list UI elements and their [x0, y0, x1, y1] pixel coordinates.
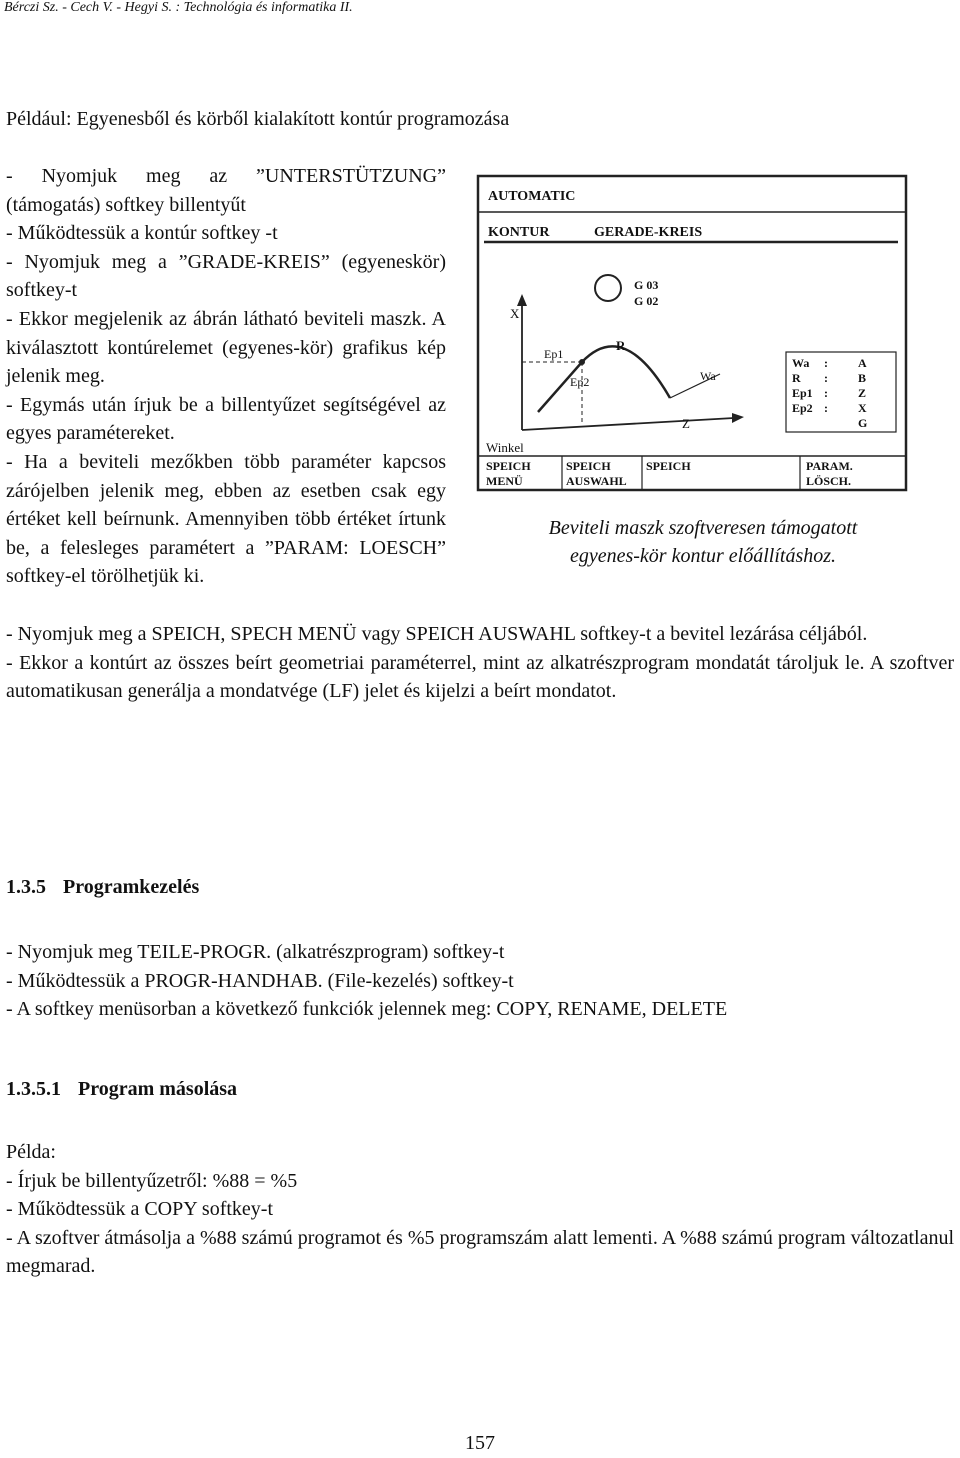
- tab-kontur: KONTUR: [488, 225, 550, 240]
- screen-drawing: [474, 172, 922, 500]
- paragraph: - Nyomjuk meg a ”GRADE-KREIS” (egyeneskör) softkey-t: [6, 250, 446, 302]
- svg-text:MENÜ: MENÜ: [486, 474, 523, 488]
- caption-line: egyenes-kör kontur előállításhoz.: [569, 545, 837, 567]
- softkey-param-losch: [806, 459, 853, 488]
- svg-text:LÖSCH.: LÖSCH.: [806, 474, 852, 488]
- intro-heading: Például: Egyenesből és körből kialakított kontúr programozása: [6, 108, 510, 130]
- z-axis-arrow-icon: [732, 413, 744, 423]
- screen-title: AUTOMATIC: [488, 189, 576, 204]
- x-axis-arrow-icon: [517, 294, 527, 306]
- param-row: [792, 356, 867, 370]
- label-ep1: Ep1: [544, 347, 564, 361]
- svg-text:B: B: [858, 371, 867, 385]
- start-point: [579, 359, 585, 365]
- legend-g02: G 02: [634, 294, 659, 308]
- z-axis-line: [522, 418, 734, 430]
- softkey-speich-auswahl: [566, 459, 627, 488]
- circle-icon: [595, 275, 621, 301]
- paragraph: - Működtessük a PROGR-HANDHAB. (File-kezelés) softkey-t: [6, 969, 514, 992]
- winkel-label: Winkel: [486, 440, 524, 455]
- caption-line: Beviteli maszk szoftveresen támogatott: [548, 517, 858, 539]
- section-number: 1.3.5.1: [6, 1078, 61, 1100]
- input-mask-figure: [474, 172, 922, 500]
- section-title: Programkezelés: [63, 876, 200, 898]
- paragraph: - Írjuk be billentyűzetről: %88 = %5: [6, 1169, 298, 1192]
- paragraph: - Ekkor megjelenik az ábrán látható beviteli maszk. A kiválasztott kontúrelemet (egyenes-kör) grafikus kép jelenik meg.: [6, 307, 446, 388]
- svg-text::: :: [824, 371, 828, 385]
- paragraph: - Működtessük a COPY softkey-t: [6, 1198, 274, 1221]
- softkey-speich-menu: [486, 459, 531, 488]
- paragraph: - Nyomjuk meg az ”UNTERSTÜTZUNG” (támogatás) softkey billentyűt: [6, 165, 446, 216]
- softkey-speich: [646, 459, 691, 473]
- axis-z-label: Z: [682, 416, 690, 431]
- page-number: 157: [465, 1432, 495, 1454]
- section-heading-1-3-5-1: [6, 1078, 237, 1101]
- figure-caption: [488, 514, 918, 570]
- svg-text:G: G: [858, 416, 868, 430]
- section-heading-1-3-5: [6, 876, 199, 899]
- label-r: R: [616, 338, 626, 353]
- param-row: [792, 401, 867, 415]
- paragraph: - Egymás után írjuk be a billentyűzet segítségével az egyes paramétereket.: [6, 393, 446, 445]
- paragraph: - A szoftver átmásolja a %88 számú programot és %5 programszám alatt lementi. A %88 számú program változatlanul megmarad.: [6, 1226, 954, 1278]
- svg-text:Z: Z: [858, 386, 867, 400]
- label-ep2: Ep2: [570, 375, 590, 389]
- running-header: Bérczi Sz. - Cech V. - Hegyi S. : Technológia és informatika II.: [4, 0, 353, 15]
- paragraph: - Ekkor a kontúrt az összes beírt geometriai paraméterrel, mint az alkatrészprogram mondatát tároljuk le. A szoftver automatikusan generálja a mondatvége (LF) jelet és kijelzi a beírt mondatot.: [6, 651, 954, 703]
- svg-text:A: A: [858, 356, 867, 370]
- paragraph: - Működtessük a kontúr softkey -t: [6, 222, 278, 245]
- svg-text:Ep1: Ep1: [792, 386, 813, 400]
- section-title: Program másolása: [78, 1078, 238, 1100]
- svg-text:AUSWAHL: AUSWAHL: [566, 474, 627, 488]
- param-row: [792, 371, 866, 385]
- svg-text:R: R: [792, 371, 801, 385]
- tab-gerade-kreis: GERADE-KREIS: [594, 225, 703, 240]
- paragraph: - A softkey menüsorban a következő funkciók jelennek meg: COPY, RENAME, DELETE: [6, 998, 728, 1021]
- left-column-text: [6, 162, 446, 591]
- svg-text:PARAM.: PARAM.: [806, 459, 853, 473]
- full-width-text: [6, 620, 954, 706]
- svg-text:SPEICH: SPEICH: [646, 459, 691, 473]
- label-wa: Wa: [700, 369, 716, 383]
- axis-x-label: X: [510, 306, 520, 321]
- paragraph: - Ha a beviteli mezőkben több paraméter kapcsos zárójelben jelenik meg, ebben az esetben csak egy értéket kell beírnunk. Amennyiben több értéket írtunk be, a felesleges paramétert a ”PARAM: LOESCH” softkey-el törölhetjük ki.: [6, 450, 446, 588]
- param-row: [858, 416, 867, 430]
- svg-text:Ep2: Ep2: [792, 401, 813, 415]
- param-row: [792, 386, 866, 400]
- section-1-3-5-1-text: [6, 1138, 954, 1281]
- screen-frame: [478, 176, 906, 490]
- section-1-3-5-text: [6, 938, 954, 1024]
- paragraph: - Nyomjuk meg TEILE-PROGR. (alkatrészprogram) softkey-t: [6, 941, 505, 963]
- svg-text:SPEICH: SPEICH: [566, 459, 611, 473]
- paragraph: - Nyomjuk meg a SPEICH, SPECH MENÜ vagy SPEICH AUSWAHL softkey-t a bevitel lezárása céljából.: [6, 623, 868, 645]
- svg-text::: :: [824, 356, 828, 370]
- section-number: 1.3.5: [6, 876, 46, 898]
- svg-text::: :: [824, 386, 828, 400]
- svg-text:X: X: [858, 401, 867, 415]
- svg-text:SPEICH: SPEICH: [486, 459, 531, 473]
- svg-text::: :: [824, 401, 828, 415]
- paragraph: Példa:: [6, 1141, 56, 1163]
- legend-g03: G 03: [634, 278, 659, 292]
- svg-text:Wa: Wa: [792, 356, 810, 370]
